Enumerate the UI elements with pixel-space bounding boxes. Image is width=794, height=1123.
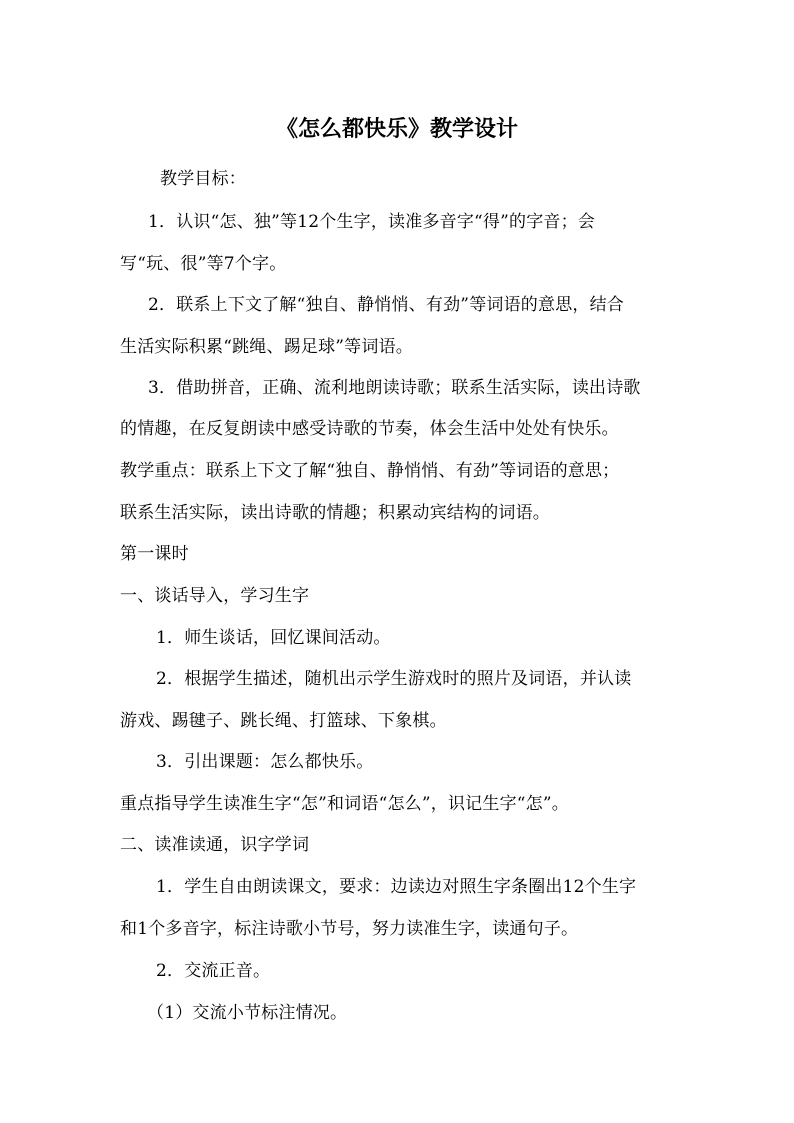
section-heading-lesson: 第一课时 (120, 544, 189, 564)
paragraph-line: 2．根据学生描述，随机出示学生游戏时的照片及词语，并认读 (156, 669, 632, 689)
paragraph-line: 教学重点：联系上下文了解“独自、静悄悄、有劲”等词语的意思； (120, 461, 620, 481)
paragraph-line: 重点指导学生读准生字“怎”和词语“怎么”，识记生字“怎”。 (120, 794, 569, 814)
section-heading: 一、谈话导入，学习生字 (120, 586, 310, 606)
document-title: 《怎么都快乐》教学设计 (275, 116, 518, 142)
section-heading: 二、读准读通，识字学词 (120, 835, 310, 855)
paragraph-line: 1．学生自由朗读课文，要求：边读边对照生字条圈出12个生字 (156, 877, 637, 897)
paragraph-line: 联系生活实际，读出诗歌的情趣；积累动宾结构的词语。 (120, 503, 550, 523)
paragraph-line: （1）交流小节标注情况。 (147, 1003, 348, 1023)
paragraph-line: 3．借助拼音，正确、流利地朗读诗歌；联系生活实际，读出诗歌 (148, 378, 641, 398)
paragraph-line: 2．交流正音。 (156, 961, 271, 981)
paragraph-line: 生活实际积累“跳绳、踢足球”等词语。 (120, 337, 413, 357)
paragraph-line: 写“玩、很”等7个字。 (120, 254, 287, 274)
section-heading-objectives: 教学目标： (160, 169, 246, 189)
paragraph-line: 和1个多音字，标注诗歌小节号，努力读准生字，读通句子。 (120, 919, 579, 939)
paragraph-line: 3．引出课题：怎么都快乐。 (156, 752, 374, 772)
paragraph-line: 1．认识“怎、独”等12个生字，读准多音字“得”的字音；会 (148, 212, 596, 232)
paragraph-line: 的情趣，在反复朗读中感受诗歌的节奏，体会生活中处处有快乐。 (120, 419, 619, 439)
paragraph-line: 游戏、踢毽子、跳长绳、打篮球、下象棋。 (120, 711, 447, 731)
paragraph-line: 1．师生谈话，回忆课间活动。 (156, 628, 391, 648)
paragraph-line: 2．联系上下文了解“独自、静悄悄、有劲”等词语的意思，结合 (148, 295, 624, 315)
